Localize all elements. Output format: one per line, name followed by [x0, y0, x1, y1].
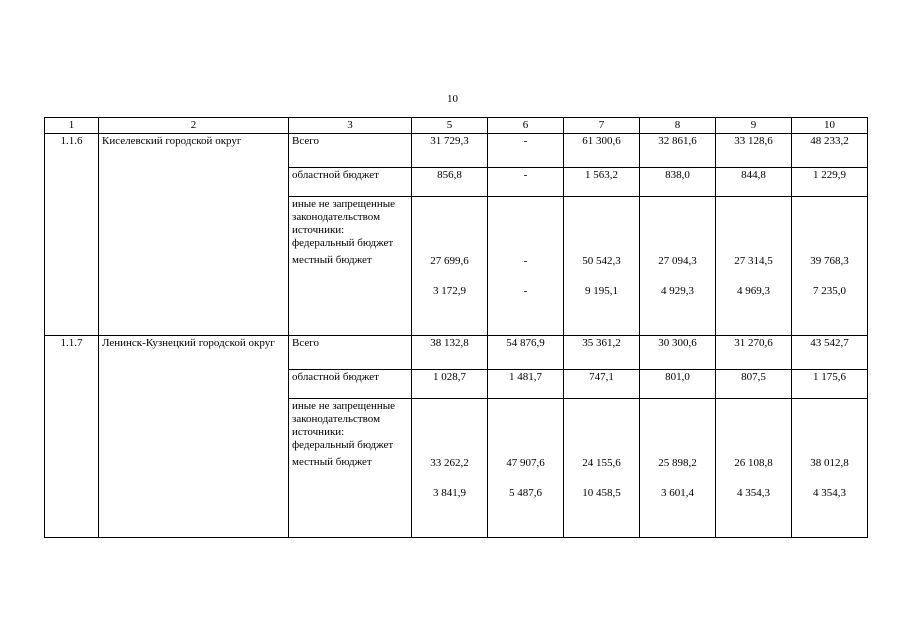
row-label-inye: иные не запрещенные законодательством источники:	[292, 400, 396, 438]
value-cell: -	[488, 168, 564, 197]
header-row	[45, 118, 868, 134]
value-cell-group	[716, 399, 792, 538]
spacer	[795, 198, 864, 255]
spacer	[719, 268, 788, 285]
spacer	[491, 268, 560, 285]
value-cell-group	[792, 399, 868, 538]
federal-value: -	[523, 255, 528, 267]
value-cell: 61 300,6	[564, 134, 640, 168]
local-value: 3 172,9	[433, 285, 466, 297]
row-label-regional: областной бюджет	[289, 370, 412, 399]
local-value: 7 235,0	[813, 285, 846, 297]
row-label-total: Всего	[289, 134, 412, 168]
spacer	[491, 400, 560, 457]
spacer	[415, 400, 484, 457]
header-cell: 8	[640, 118, 716, 134]
value-cell: 43 542,7	[792, 336, 868, 370]
value-cell: 54 876,9	[488, 336, 564, 370]
item-number: 1.1.7	[45, 336, 99, 538]
value-cell-group	[640, 399, 716, 538]
table-row	[45, 336, 868, 370]
spacer	[643, 198, 712, 255]
federal-value: 27 699,6	[430, 255, 469, 267]
budget-table	[44, 117, 868, 538]
spacer	[719, 198, 788, 255]
value-cell: 1 563,2	[564, 168, 640, 197]
header-cell: 10	[792, 118, 868, 134]
row-label-regional: областной бюджет	[289, 168, 412, 197]
value-cell: 747,1	[564, 370, 640, 399]
value-cell: 31 270,6	[716, 336, 792, 370]
header-cell: 6	[488, 118, 564, 134]
value-cell: 844,8	[716, 168, 792, 197]
value-cell: 33 128,6	[716, 134, 792, 168]
value-cell: 35 361,2	[564, 336, 640, 370]
page-number: 10	[447, 93, 458, 105]
value-cell: 807,5	[716, 370, 792, 399]
local-value: -	[523, 285, 528, 297]
federal-value: 50 542,3	[582, 255, 621, 267]
header-cell: 5	[412, 118, 488, 134]
header-cell: 2	[99, 118, 289, 134]
value-cell: 30 300,6	[640, 336, 716, 370]
spacer	[567, 400, 636, 457]
value-cell: 838,0	[640, 168, 716, 197]
spacer	[643, 470, 712, 487]
value-cell: 32 861,6	[640, 134, 716, 168]
value-cell-group	[488, 399, 564, 538]
federal-value: 24 155,6	[582, 457, 621, 469]
federal-value: 33 262,2	[430, 457, 469, 469]
row-label-federal: федеральный бюджет	[292, 237, 394, 249]
row-label-local: местный бюджет	[292, 456, 372, 468]
federal-value: 25 898,2	[658, 457, 697, 469]
header-cell: 1	[45, 118, 99, 134]
federal-value: 39 768,3	[810, 255, 849, 267]
value-cell: -	[488, 134, 564, 168]
spacer	[643, 268, 712, 285]
value-cell: 31 729,3	[412, 134, 488, 168]
spacer	[795, 268, 864, 285]
federal-value: 38 012,8	[810, 457, 849, 469]
value-cell: 1 028,7	[412, 370, 488, 399]
spacer	[567, 268, 636, 285]
local-value: 5 487,6	[509, 487, 542, 499]
spacer	[643, 400, 712, 457]
local-value: 4 354,3	[813, 487, 846, 499]
value-cell-group	[412, 399, 488, 538]
local-value: 4 929,3	[661, 285, 694, 297]
value-cell: 1 175,6	[792, 370, 868, 399]
local-value: 3 841,9	[433, 487, 466, 499]
value-cell: 1 229,9	[792, 168, 868, 197]
value-cell-group	[564, 197, 640, 336]
local-value: 10 458,5	[582, 487, 621, 499]
spacer	[719, 400, 788, 457]
local-value: 9 195,1	[585, 285, 618, 297]
district-name: Киселевский городской округ	[99, 134, 289, 336]
value-cell-group	[716, 197, 792, 336]
value-cell: 856,8	[412, 168, 488, 197]
value-cell-group	[488, 197, 564, 336]
spacer	[415, 470, 484, 487]
federal-value: 26 108,8	[734, 457, 773, 469]
spacer	[567, 198, 636, 255]
local-value: 4 969,3	[737, 285, 770, 297]
value-cell-group	[792, 197, 868, 336]
spacer	[491, 198, 560, 255]
table-row	[45, 134, 868, 168]
spacer	[415, 198, 484, 255]
local-value: 4 354,3	[737, 487, 770, 499]
spacer	[795, 470, 864, 487]
spacer	[415, 268, 484, 285]
local-value: 3 601,4	[661, 487, 694, 499]
federal-value: 27 094,3	[658, 255, 697, 267]
value-cell: 48 233,2	[792, 134, 868, 168]
item-number: 1.1.6	[45, 134, 99, 336]
row-label-local: местный бюджет	[292, 254, 372, 266]
header-cell: 3	[289, 118, 412, 134]
district-name: Ленинск-Кузнецкий городской округ	[99, 336, 289, 538]
value-cell-group	[640, 197, 716, 336]
value-cell: 38 132,8	[412, 336, 488, 370]
federal-value: 27 314,5	[734, 255, 773, 267]
spacer	[719, 470, 788, 487]
row-label-total: Всего	[289, 336, 412, 370]
spacer	[567, 470, 636, 487]
header-cell: 7	[564, 118, 640, 134]
row-label-other-sources	[289, 399, 412, 538]
value-cell: 801,0	[640, 370, 716, 399]
value-cell-group	[412, 197, 488, 336]
spacer	[795, 400, 864, 457]
row-label-inye: иные не запрещенные законодательством источники:	[292, 198, 396, 236]
federal-value: 47 907,6	[506, 457, 545, 469]
header-cell: 9	[716, 118, 792, 134]
spacer	[491, 470, 560, 487]
value-cell: 1 481,7	[488, 370, 564, 399]
value-cell-group	[564, 399, 640, 538]
row-label-other-sources	[289, 197, 412, 336]
row-label-federal: федеральный бюджет	[292, 439, 394, 451]
